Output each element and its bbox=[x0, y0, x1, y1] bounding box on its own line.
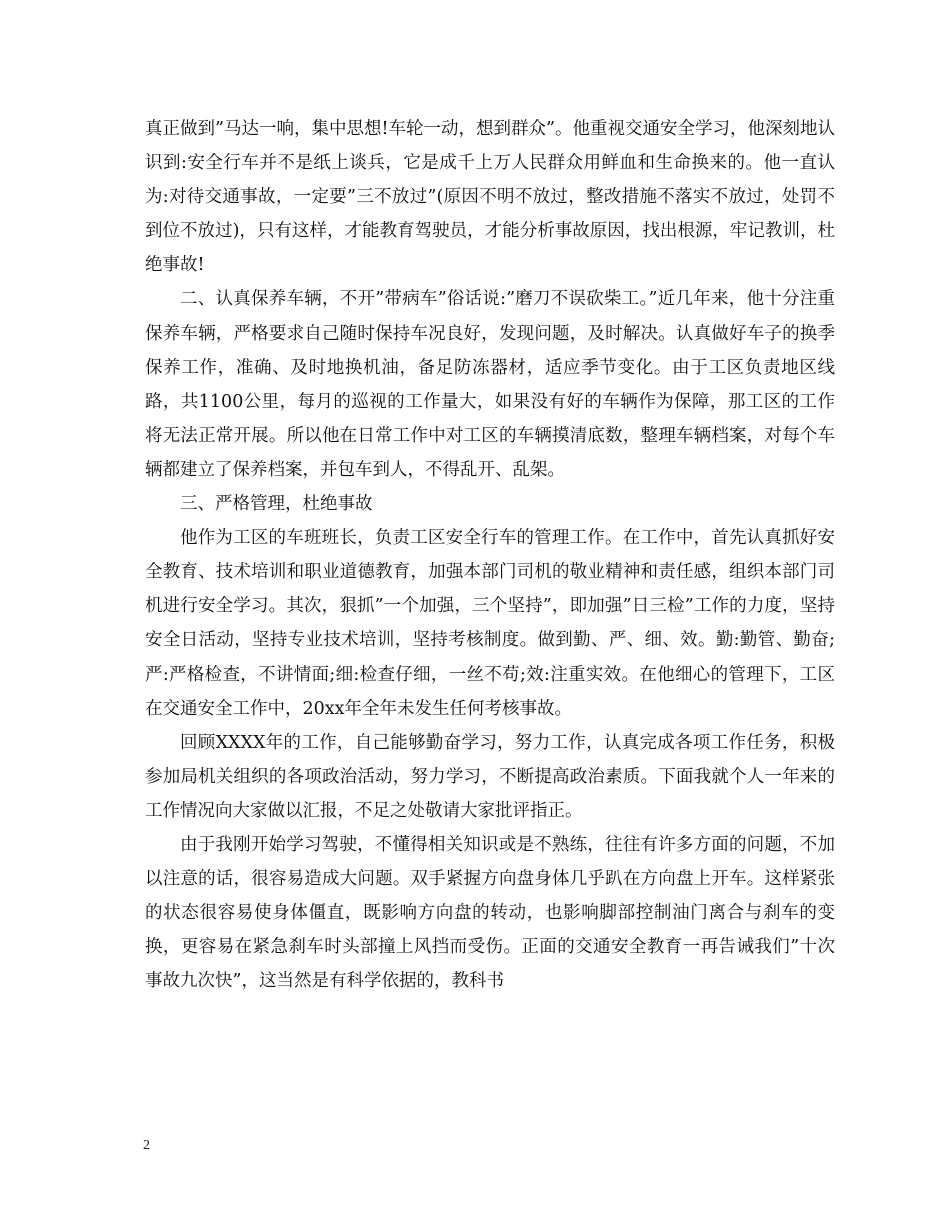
paragraph-vehicle-maintenance: 二、认真保养车辆，不开”带病车”俗话说:”磨刀不误砍柴工。”近几年来，他十分注重保养车辆，严格要求自己随时保持车况良好，发现问题，及时解决。认真做好车子的换季保养工作，准确、及时地换机油，备足防冻器材，适应季节变化。由于工区负责地区线路，共1100公里，每月的巡视的工作量大，如果没有好的车辆作为保障，那工区的工作将无法正常开展。所以他在日常工作中对工区的车辆摸清底数，整理车辆档案，对每个车辆都建立了保养档案，并包车到人，不得乱开、乱架。 bbox=[145, 289, 835, 480]
paragraph-year-review: 回顾XXXX年的工作，自己能够勤奋学习，努力工作，认真完成各项工作任务，积极参加局机关组织的各项政治活动，努力学习，不断提高政治素质。下面我就个人一年来的工作情况向大家做以汇报，不足之处敬请大家批评指正。 bbox=[145, 732, 835, 821]
paragraph-driving-learning: 由于我刚开始学习驾驶，不懂得相关知识或是不熟练，往往有许多方面的问题，不加以注意的话，很容易造成大问题。双手紧握方向盘身体几乎趴在方向盘上开车。这样紧张的状态很容易使身体僵直，既影响方向盘的转动，也影响脚部控制油门离合与刹车的变换，更容易在紧急刹车时头部撞上风挡而受伤。正面的交通安全教育一再告诫我们”十次事故九次快”，这当然是有科学依据的，教科书 bbox=[145, 834, 835, 992]
document-body bbox=[145, 112, 835, 998]
paragraph-continuation: 真正做到”马达一响，集中思想!车轮一动，想到群众”。他重视交通安全学习，他深刻地认识到:安全行车并不是纸上谈兵，它是成千上万人民群众用鲜血和生命换来的。他一直认为:对待交通事故，一定要”三不放过”(原因不明不放过，整改措施不落实不放过，处罚不到位不放过)，只有这样，才能教育驾驶员，才能分析事故原因，找出根源，牢记教训，杜绝事故! bbox=[145, 119, 835, 276]
section-heading-management: 三、严格管理，杜绝事故 bbox=[180, 494, 373, 515]
paragraph-team-leader: 他作为工区的车班班长，负责工区安全行车的管理工作。在工作中，首先认真抓好安全教育、技术培训和职业道德教育，加强本部门司机的敬业精神和责任感，组织本部门司机进行安全学习。其次，狠抓”一个加强，三个坚持”，即加强”日三检”工作的力度，坚持安全日活动，坚持专业技术培训，坚持考核制度。做到勤、严、细、效。勤:勤管、勤奋;严:严格检查，不讲情面;细:检查仔细，一丝不苟;效:注重实效。在他细心的管理下，工区在交通安全工作中，20xx年全年未发生任何考核事故。 bbox=[145, 528, 835, 719]
page-number: 2 bbox=[143, 1138, 150, 1153]
